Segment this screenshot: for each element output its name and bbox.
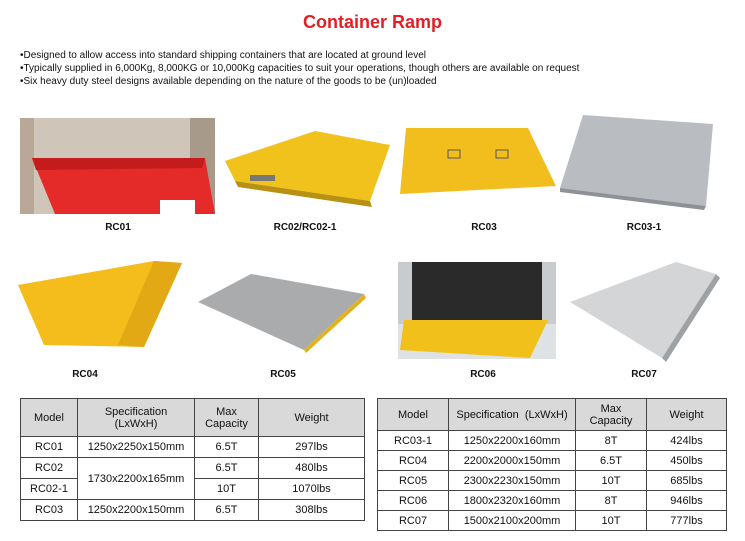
column-header <box>195 399 259 437</box>
container-ramp-photo <box>398 262 556 359</box>
yellow-ramp-photo <box>398 124 558 196</box>
cell-model: RC02 <box>21 458 78 479</box>
cell-model: RC03 <box>21 500 78 521</box>
column-header <box>576 399 647 431</box>
table-row <box>378 451 727 471</box>
yellow-ramp-photo <box>220 123 395 211</box>
cell-capacity: 6.5T <box>195 500 259 521</box>
column-header: Model <box>21 399 78 437</box>
table-row <box>378 511 727 531</box>
cell-model: RC04 <box>378 451 449 471</box>
cell-weight: 946lbs <box>647 491 727 511</box>
product-caption: RC02/RC02-1 <box>273 222 337 233</box>
product-caption: RC06 <box>470 369 496 380</box>
cell-weight: 297lbs <box>259 437 365 458</box>
table-row <box>378 431 727 451</box>
grey-ramp-photo <box>196 268 366 353</box>
cell-model: RC01 <box>21 437 78 458</box>
table-row <box>21 437 365 458</box>
cell-spec: 1250x2200x150mm <box>78 500 195 521</box>
feature-bullet: •Six heavy duty steel designs available depending on the nature of the goods to be (un)loaded <box>20 76 437 87</box>
product-caption: RC03 <box>471 222 497 233</box>
cell-capacity: 10T <box>576 511 647 531</box>
cell-capacity: 8T <box>576 431 647 451</box>
aluminium-ramp-photo <box>566 258 722 362</box>
cell-weight: 685lbs <box>647 471 727 491</box>
product-caption: RC03-1 <box>626 222 662 233</box>
cell-model: RC03-1 <box>378 431 449 451</box>
cell-capacity: 10T <box>195 479 259 500</box>
header-line: Specification <box>104 405 168 418</box>
product-caption: RC01 <box>105 222 131 233</box>
cell-weight: 777lbs <box>647 511 727 531</box>
header-line: Max <box>216 405 237 418</box>
page-title: Container Ramp <box>302 12 443 32</box>
cell-spec: 2300x2230x150mm <box>449 471 576 491</box>
cell-model: RC06 <box>378 491 449 511</box>
column-header: Specification (LxWxH) <box>449 399 576 431</box>
cell-capacity: 6.5T <box>576 451 647 471</box>
column-header <box>78 399 195 437</box>
header-line: Max <box>600 402 622 415</box>
product-caption: RC07 <box>631 369 657 380</box>
red-ramp-photo <box>20 118 215 214</box>
column-header: Weight <box>259 399 365 437</box>
header-line: Capacity <box>589 414 633 427</box>
cell-capacity: 6.5T <box>195 458 259 479</box>
cell-weight: 424lbs <box>647 431 727 451</box>
column-header: Weight <box>647 399 727 431</box>
yellow-ramp-photo <box>14 257 184 352</box>
cell-model: RC05 <box>378 471 449 491</box>
cell-spec: 1250x2250x150mm <box>78 437 195 458</box>
cell-spec: 2200x2000x150mm <box>449 451 576 471</box>
cell-capacity: 8T <box>576 491 647 511</box>
product-caption: RC05 <box>270 369 296 380</box>
column-header: Model <box>378 399 449 431</box>
cell-model: RC02-1 <box>21 479 78 500</box>
cell-weight: 480lbs <box>259 458 365 479</box>
galvanized-ramp-photo <box>558 112 718 210</box>
spec-table-left <box>20 398 365 521</box>
feature-list <box>20 49 579 88</box>
header-line: Capacity <box>205 417 248 430</box>
feature-bullet: •Typically supplied in 6,000Kg, 8,000KG or 10,000Kg capacities to suit your operations, though others are available on request <box>20 63 580 74</box>
cell-spec: 1730x2200x165mm <box>78 458 195 500</box>
table-row <box>21 500 365 521</box>
table-row <box>21 458 365 479</box>
cell-weight: 450lbs <box>647 451 727 471</box>
product-caption: RC04 <box>72 369 98 380</box>
cell-capacity: 10T <box>576 471 647 491</box>
cell-capacity: 6.5T <box>195 437 259 458</box>
cell-model: RC07 <box>378 511 449 531</box>
cell-weight: 308lbs <box>259 500 365 521</box>
header-line: (LxWxH) <box>114 417 158 430</box>
cell-spec: 1800x2320x160mm <box>449 491 576 511</box>
spec-table-right <box>377 398 727 531</box>
cell-spec: 1250x2200x160mm <box>449 431 576 451</box>
feature-bullet: •Designed to allow access into standard shipping containers that are located at ground level <box>20 50 426 61</box>
cell-weight: 1070lbs <box>259 479 365 500</box>
table-row <box>378 491 727 511</box>
table-row <box>378 471 727 491</box>
cell-spec: 1500x2100x200mm <box>449 511 576 531</box>
